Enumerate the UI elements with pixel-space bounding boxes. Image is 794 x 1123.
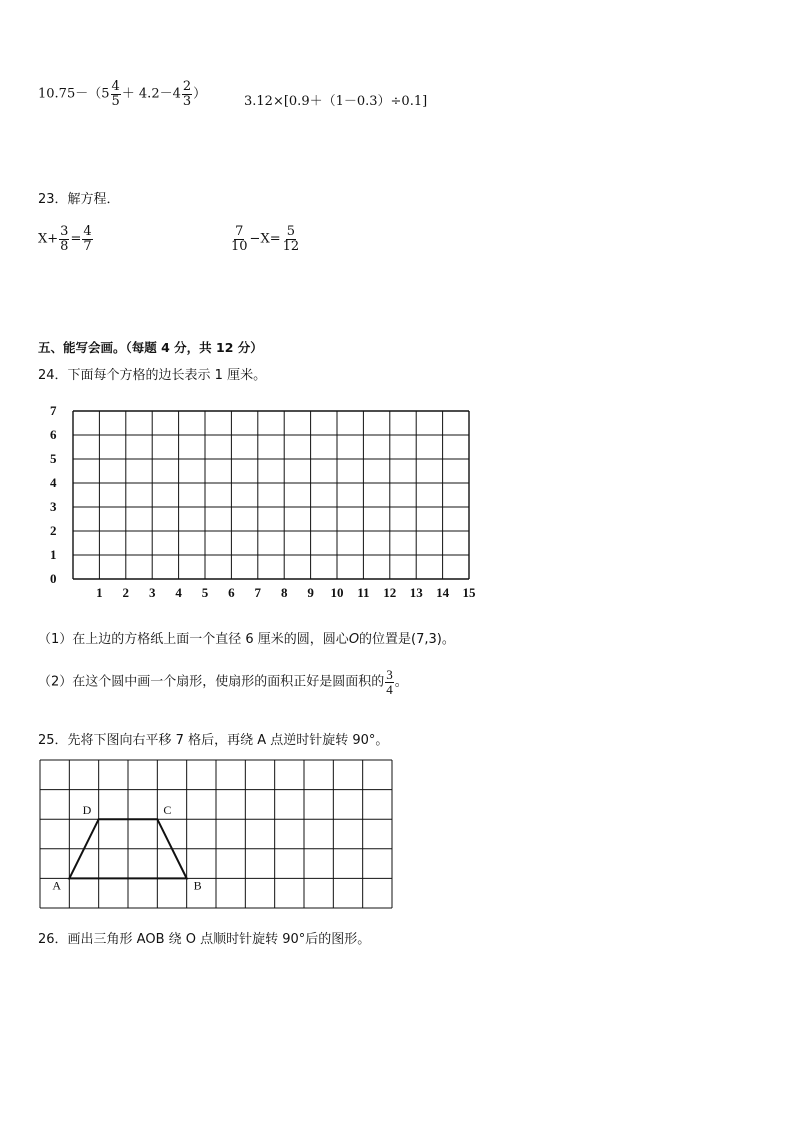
x-axis-label: 14 [436,585,450,600]
x-axis-label: 3 [148,585,156,600]
label-b: B [193,878,202,893]
x-axis-label: 11 [357,585,370,600]
x-axis-label: 10 [330,585,344,600]
x-axis-label: 12 [383,585,397,600]
x-axis-label: 6 [228,585,235,600]
x-axis-label: 15 [462,585,476,600]
y-axis-label: 2 [50,523,57,538]
y-axis-label: 7 [50,403,57,418]
fraction-7-10: $\frac{7}{10}$ [231,224,248,254]
fraction-4-5: $\frac{4}{5}$ [111,79,120,109]
fraction-4-7: $\frac{4}{7}$ [83,224,92,254]
x-axis-label: 1 [96,585,103,600]
x-axis-label: 9 [307,585,314,600]
label-a: A [52,878,62,893]
fraction-2-3: $\frac{2}{3}$ [182,79,192,109]
label-d: D [82,803,92,818]
x-axis-label: 8 [280,585,288,600]
equation-1: X+ $\frac{3}{8}$ = $\frac{4}{7}$ [38,224,92,254]
x-axis-label: 13 [409,585,423,600]
y-axis-label: 4 [50,475,57,490]
y-axis-label: 0 [50,571,57,586]
fraction-3-8: $\frac{3}{8}$ [60,224,69,254]
x-axis-label: 4 [175,585,182,600]
y-axis-label: 5 [50,451,57,466]
q24-sub1: （1）在上边的方格纸上面一个直径 6 厘米的圆，圆心O的位置是(7,3)。 [38,632,455,647]
section-five-heading: 五、能写会画。（每题 4 分，共 12 分） [38,340,263,355]
fraction-5-12: $\frac{5}{12}$ [282,224,300,254]
label-c: C [163,803,172,818]
y-axis-label: 6 [50,427,57,442]
expression-2: 3.12×[0.9＋（1－0.3）÷0.1] [244,94,428,109]
q24-sub2: （2）在这个圆中画一个扇形，使扇形的面积正好是圆面积的 $\frac{3}{4}$ 。 [38,667,408,697]
q24-title: 24．下面每个方格的边长表示 1 厘米。 [38,368,267,383]
fraction-3-4: $\frac{3}{4}$ [386,667,393,697]
expression-1: 10.75－（5 $\frac{4}{5}$ ＋ 4.2－4 $\frac{2}{3}$ ） [38,79,207,109]
q26-title: 26．画出三角形 AOB 绕 O 点顺时针旋转 90°后的图形。 [38,932,371,947]
x-axis-label: 5 [201,585,209,600]
x-axis-label: 7 [254,585,262,600]
y-axis-label: 1 [50,547,57,562]
q25-title: 25．先将下图向右平移 7 格后，再绕 A 点逆时针旋转 90°。 [38,733,389,748]
equation-2: $\frac{7}{10}$ −X= $\frac{5}{12}$ [231,224,300,254]
q23-title: 23．解方程． [38,192,120,207]
x-axis-label: 2 [122,585,130,600]
y-axis-label: 3 [50,499,57,514]
